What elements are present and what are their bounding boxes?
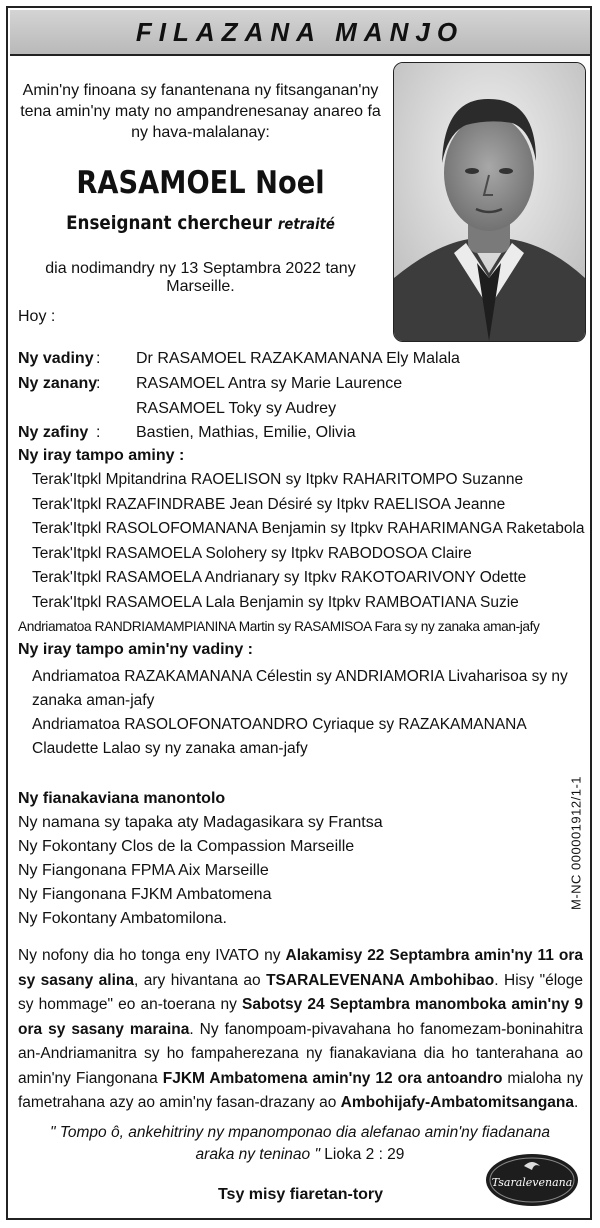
- deceased-name: RASAMOEL Noel: [76, 165, 325, 201]
- funeral-service: FJKM Ambatomena amin'ny 12 ora antoandro: [162, 1069, 503, 1087]
- hoy-label: Hoy :: [18, 308, 56, 325]
- family-sep: :: [96, 350, 101, 367]
- deceased-profession: Enseignant chercheur: [66, 212, 273, 234]
- family-label: Ny vadiny: [18, 350, 94, 367]
- family-sep: :: [96, 424, 101, 441]
- sibling-item: Terak'Itpkl RAZAFINDRABE Jean Désiré sy Itpkv RAELISOA Jeanne: [32, 496, 506, 513]
- spouse-sibling-item: Andriamatoa RAZAKAMANANA Célestin sy ANDRIAMORIA Livaharisoa sy ny zanaka aman-jafy: [32, 668, 568, 709]
- sibling-item: Terak'Itpkl Mpitandrina RAOELISON sy Itpkv RAHARITOMPO Suzanne: [32, 471, 524, 488]
- sibling-item: Terak'Itpkl RASOLOFOMANANA Benjamin sy Itpkv RAHARIMANGA Raketabola: [32, 520, 585, 537]
- sibling-item: Terak'Itpkl RASAMOELA Solohery sy Itpkv RABODOSOA Claire: [32, 545, 472, 562]
- spouse-sibling-item: Andriamatoa RASOLOFONATOANDRO Cyriaque sy RAZAKAMANANA Claudette Lalao sy ny zanaka aman-jafy: [32, 716, 526, 757]
- portrait-illustration: [394, 63, 585, 341]
- sibling-item: Terak'Itpkl RASAMOELA Andrianary sy Itpkv RAKOTOARIVONY Odette: [32, 569, 527, 586]
- funeral-text: . Ny fanompoam-pivavahana ho fanomezam-boninahitra an-Andriamanitra sy ho fampaherezana ny fianakaviana dia ho tanterahana ao amin'ny Fiangonana: [18, 1020, 583, 1087]
- deceased-title-suffix: retraité: [277, 215, 335, 233]
- extended-item: Ny Fiangonana FPMA Aix Marseille: [18, 862, 269, 879]
- extended-item: Ny namana sy tapaka aty Madagasikara sy Frantsa: [18, 814, 383, 831]
- family-row: [18, 400, 336, 418]
- funeral-text: .: [574, 1094, 579, 1111]
- death-notice: dia nodimandry ny 13 Septambra 2022 tany Marseille.: [45, 260, 356, 295]
- funeral-eulogy-time: Sabotsy 24 Septambra manomboka amin'ny 9 ora sy sasany maraina: [18, 996, 583, 1038]
- siblings-heading: Ny iray tampo aminy :: [18, 447, 185, 464]
- extended-item: Ny Fokontany Clos de la Compassion Marseille: [18, 838, 355, 855]
- notice-header: [10, 10, 590, 56]
- intro-text: Amin'ny finoana sy fanantenana ny fitsanganan'ny tena amin'ny maty no ampandrenesanay anareo fa ny hava-malalanay:: [20, 82, 381, 141]
- quote-text: araka ny teninao ": [195, 1146, 320, 1163]
- family-value: RASAMOEL Toky sy Audrey: [136, 400, 337, 417]
- funeral-text: Ny nofony dia ho tonga eny IVATO ny: [18, 947, 286, 964]
- family-row: [18, 350, 460, 368]
- extended-item: Ny Fiangonana FJKM Ambatomena: [18, 886, 272, 903]
- sibling-item: Andriamatoa RANDRIAMAMPIANINA Martin sy RASAMISOA Fara sy ny zanaka aman-jafy: [18, 619, 540, 634]
- family-label: Ny zanany: [18, 375, 98, 392]
- portrait-photo: [393, 62, 586, 342]
- reference-code: [566, 775, 586, 911]
- notice-title: FILAZANA MANJO: [135, 17, 465, 47]
- funeral-location: TSARALEVENANA Ambohibao: [266, 971, 495, 989]
- family-value: RASAMOEL Antra sy Marie Laurence: [136, 375, 403, 392]
- family-value: Bastien, Mathias, Emilie, Olivia: [136, 424, 356, 441]
- logo-text: Tsaralevenana: [491, 1176, 573, 1189]
- family-value: Dr RASAMOEL RAZAKAMANANA Ely Malala: [136, 350, 460, 367]
- reference-code-text: M-NC 000001912/1-1: [568, 775, 584, 911]
- family-label: Ny zafiny: [18, 424, 89, 441]
- extended-heading: Ny fianakaviana manontolo: [18, 790, 226, 807]
- extended-item: Ny Fokontany Ambatomilona.: [18, 910, 227, 927]
- funeral-arrival: Alakamisy 22 Septambra amin'ny 11 ora sy sasany alina: [18, 947, 584, 989]
- logo-graphic: [484, 1152, 580, 1208]
- funeral-text: mialoha ny fametrahana azy ao amin'ny fasan-drazany ao: [18, 1069, 584, 1111]
- tsaralevenana-logo: [484, 1152, 580, 1208]
- family-row: [18, 424, 356, 442]
- funeral-text: . Hisy "éloge sy hommage" eo an-toerana ny: [18, 971, 584, 1013]
- funeral-details: [18, 944, 583, 1116]
- family-row: [18, 375, 402, 393]
- sibling-item: Terak'Itpkl RASAMOELA Lala Benjamin sy Itpkv RAMBOATIANA Suzie: [32, 594, 519, 611]
- quote-line-1: " Tompo ô, ankehitriny ny mpanomponao dia alefanao amin'ny fiadanana: [50, 1124, 550, 1141]
- family-sep: :: [96, 375, 101, 392]
- closing-line: Tsy misy fiaretan-tory: [217, 1186, 384, 1203]
- funeral-text: , ary hivantana ao: [134, 971, 267, 989]
- quote-reference: Lioka 2 : 29: [324, 1146, 405, 1163]
- funeral-burial-place: Ambohijafy-Ambatomitsangana: [340, 1094, 575, 1111]
- deceased-title: [40, 212, 361, 234]
- spouse-siblings-heading: Ny iray tampo amin'ny vadiny :: [18, 641, 253, 658]
